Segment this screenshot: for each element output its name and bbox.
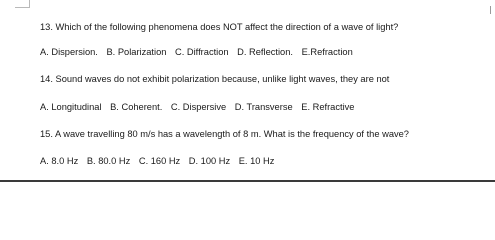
question-15-options [40, 155, 280, 167]
question-14-option-b: B. Coherent. [110, 102, 163, 112]
question-14-option-c: C. Dispersive [170, 102, 227, 112]
page-bottom-rule [0, 180, 495, 182]
question-14-option-a: A. Longitudinal [40, 102, 102, 112]
question-13-option-b: B. Polarization [106, 47, 167, 57]
page-corner-mark-right [490, 6, 495, 14]
question-13-option-e: E.Refraction [301, 47, 353, 57]
question-15-option-c: C. 160 Hz [138, 156, 181, 166]
question-14-options [40, 101, 360, 113]
question-14-stem: 14. Sound waves do not exhibit polarization because, unlike light waves, they are not [40, 74, 390, 84]
question-15-option-e: E. 10 Hz [238, 156, 275, 166]
question-13-options [40, 46, 359, 58]
question-13-option-a: A. Dispersion. [40, 47, 98, 57]
question-13-stem: 13. Which of the following phenomena does NOT affect the direction of a wave of light? [40, 22, 399, 32]
question-13-option-c: C. Diffraction [175, 47, 229, 57]
question-14-option-d: D. Transverse [234, 102, 293, 112]
question-15-option-d: D. 100 Hz [188, 156, 231, 166]
question-15-option-b: B. 80.0 Hz [86, 156, 131, 166]
question-13-option-d: D. Reflection. [237, 47, 293, 57]
question-14-option-e: E. Refractive [301, 102, 355, 112]
question-15-stem: 15. A wave travelling 80 m/s has a wavelength of 8 m. What is the frequency of the wave? [40, 129, 409, 139]
page-corner-mark [15, 7, 30, 8]
question-15-option-a: A. 8.0 Hz [40, 156, 79, 166]
page-corner-mark-vertical [29, 0, 30, 8]
